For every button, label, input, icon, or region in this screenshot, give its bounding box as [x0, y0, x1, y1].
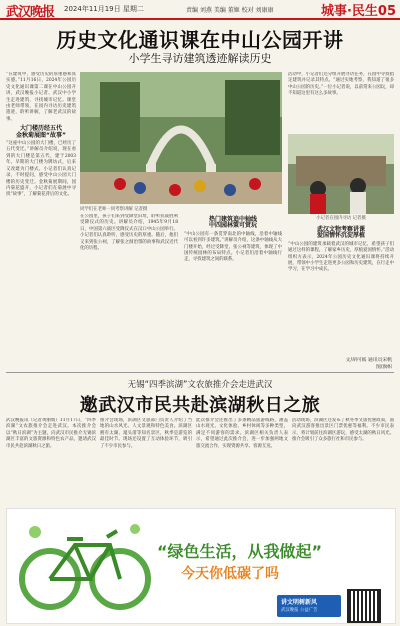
ad-badge [277, 595, 341, 617]
story1-section-heading-2: 热门建筑追中轴线 中四园林策可赏玩 [208, 216, 257, 230]
story1-column-2 [80, 214, 178, 368]
story1-photo2-caption: 小记者在园内寻访 记者摄 [316, 216, 366, 221]
masthead [0, 0, 400, 20]
story2-column-3: 此次推介会还推出了多条精品旅游线路，涵盖山水观光、文化体验、乡村休闲等多种类型，满足不同游客的需求。滨湖区相关负责人表示，希望通过此次推介会，进一步加强两地文旅交流合作，实现资源共享、客源互送。 [196, 418, 288, 449]
issue-date: 2024年11月19日 星期二 [64, 5, 144, 13]
story1-body-1: “这座中山公园的大门楼，已经历了五代变迁。”讲解员介绍说，现在看到的大门楼是第五代，建于2003年。早期的大门楼为牌坊式，后来又改建为门楼式。小记者们认真记录，不时提问，感受中山公园大门楼的历史变迁。金秋菊展期间，园内菊花盛开，小记者们在菊展中寻找“故事”，了解菊花背后的文化。 [6, 141, 76, 198]
qr-code-icon [347, 589, 381, 623]
story2-column-1: 武汉晚报讯（记者黄丽娟）11月17日，“四季滨湖”文农旅推介会走进武汉。本次推介会以“秋日滨湖”为主题，向武汉市民推介无锡滨湖区丰富的文旅资源和特色农产品，邀请武汉市民共赴滨湖秋日之旅。 [6, 418, 96, 449]
story1-section-heading-3: 武汉文物考察讲课 爱国情怀沉淀厚植 [316, 226, 365, 240]
story1-column-1 [6, 72, 76, 368]
story1-body-5: “中山公园的建筑承载着武汉的城市记忆，希望孩子们通过这样的课程，了解家乡历史，厚植爱国情怀。”活动组织方表示，2024年公园历史文化通识课将持续开展，带领中小学生走进更多公园和历史建筑，在行走中学习，在学习中成长。 [288, 241, 394, 273]
story2-kicker: 无锡“四季滨湖”文农旅推介会走进武汉 [127, 380, 273, 390]
story1-column-5 [288, 224, 394, 352]
story1-subhead: 小学生寻访建筑透迹解读历史 [128, 52, 272, 65]
story1-headline: 历史文化通识课在中山公园开讲 [56, 28, 344, 52]
story1-photo-caption: 同学们在老师一同考察讲解 记者摄 [80, 207, 148, 212]
ad-badge-sub: 武汉晚报 公益广告 [281, 608, 318, 613]
story1-byline: 文/胡可嫣 通讯员宋帆 图/旗帜 [345, 358, 392, 370]
section-divider [6, 372, 394, 373]
story2-headline: 邀武汉市民共赴滨湖秋日之旅 [79, 395, 321, 416]
story1-column-3 [184, 214, 282, 368]
story1-second-photo [288, 134, 394, 214]
public-service-ad [6, 508, 396, 624]
story2-column-2: 推介会现场，滨湖区文旅部门负责人介绍了当地的山水风光、人文景观和特色美食。滨湖区拥有太湖、鼋头渚等知名景区，秋季是游览的最佳时节。现场还设置了互动体验环节，吸引了不少市民参与。 [100, 418, 192, 449]
ad-slogan: “绿色生活，从我做起” [157, 542, 323, 561]
ad-badge-title: 讲文明树新风 [281, 599, 318, 606]
story1-body-4: 活动中，小记者们还分组开展寻访任务，在园中寻找指定建筑并记录其特点。“通过实地考察，我知道了很多中山公园的历史。”一位小记者说，以前常来公园玩，却不知道这里有这么多故事。 [288, 72, 394, 97]
story1-intro: “在建筑中，感受历史的厚重感和真实感。”11月16日，2024年公园历史文化通识课第二课在中山公园开讲，武汉晚报小记者、武汉中小学生走进建筑，寻找城市记忆。课堂由老师带领，在园内寻访历史建筑遗迹，聆听讲解，了解老武汉的故事。 [6, 72, 76, 122]
story1-main-photo [80, 72, 282, 204]
ad-subslogan: 今天你低碳了吗 [181, 566, 279, 582]
section-label: 城事·民生05 [320, 4, 396, 19]
story2-column-4: 活动现场，滨湖区还发布了秋冬季文旅优惠政策，面向武汉游客推出景区门票优惠等福利。不少市民表示，将计划前往滨湖区游玩，感受太湖的秋日风光。推介会吸引了众多旅行社和市民参与。 [292, 418, 394, 443]
story1-body-3: “中山公园有一条贯穿南北的中轴线，沿着中轴线可以看到许多建筑。”讲解员介绍，这条中轴线从大门楼开始，经过受降堂、张公祠等建筑，体现了中国传统园林的布局特点。小记者们沿着中轴线行走，寻找建筑之间的联系。 [184, 231, 282, 263]
editor-credits: 责编 刘燕 美编 董姬 校对 刘康康 [186, 7, 274, 14]
newspaper-logo: 武汉晚报 [6, 5, 55, 20]
story1-body-2: 在公园里，孩子们来到受降堂旧址，聆听抗战胜利受降仪式的历史。讲解员介绍，1945年9月18日，中国第六战区受降仪式在汉口中山公园举行。小记者们认真聆听，感受历史的厚重。随后，他们又来到张公祠，了解张之洞治鄂的故事和武汉近代化的历程。 [80, 214, 178, 252]
story1-column-4 [288, 72, 394, 132]
story1-section-heading-1: 大门楼历经五代 金秋菊展图“故事” [16, 125, 66, 139]
bicycle-illustration [15, 517, 155, 617]
